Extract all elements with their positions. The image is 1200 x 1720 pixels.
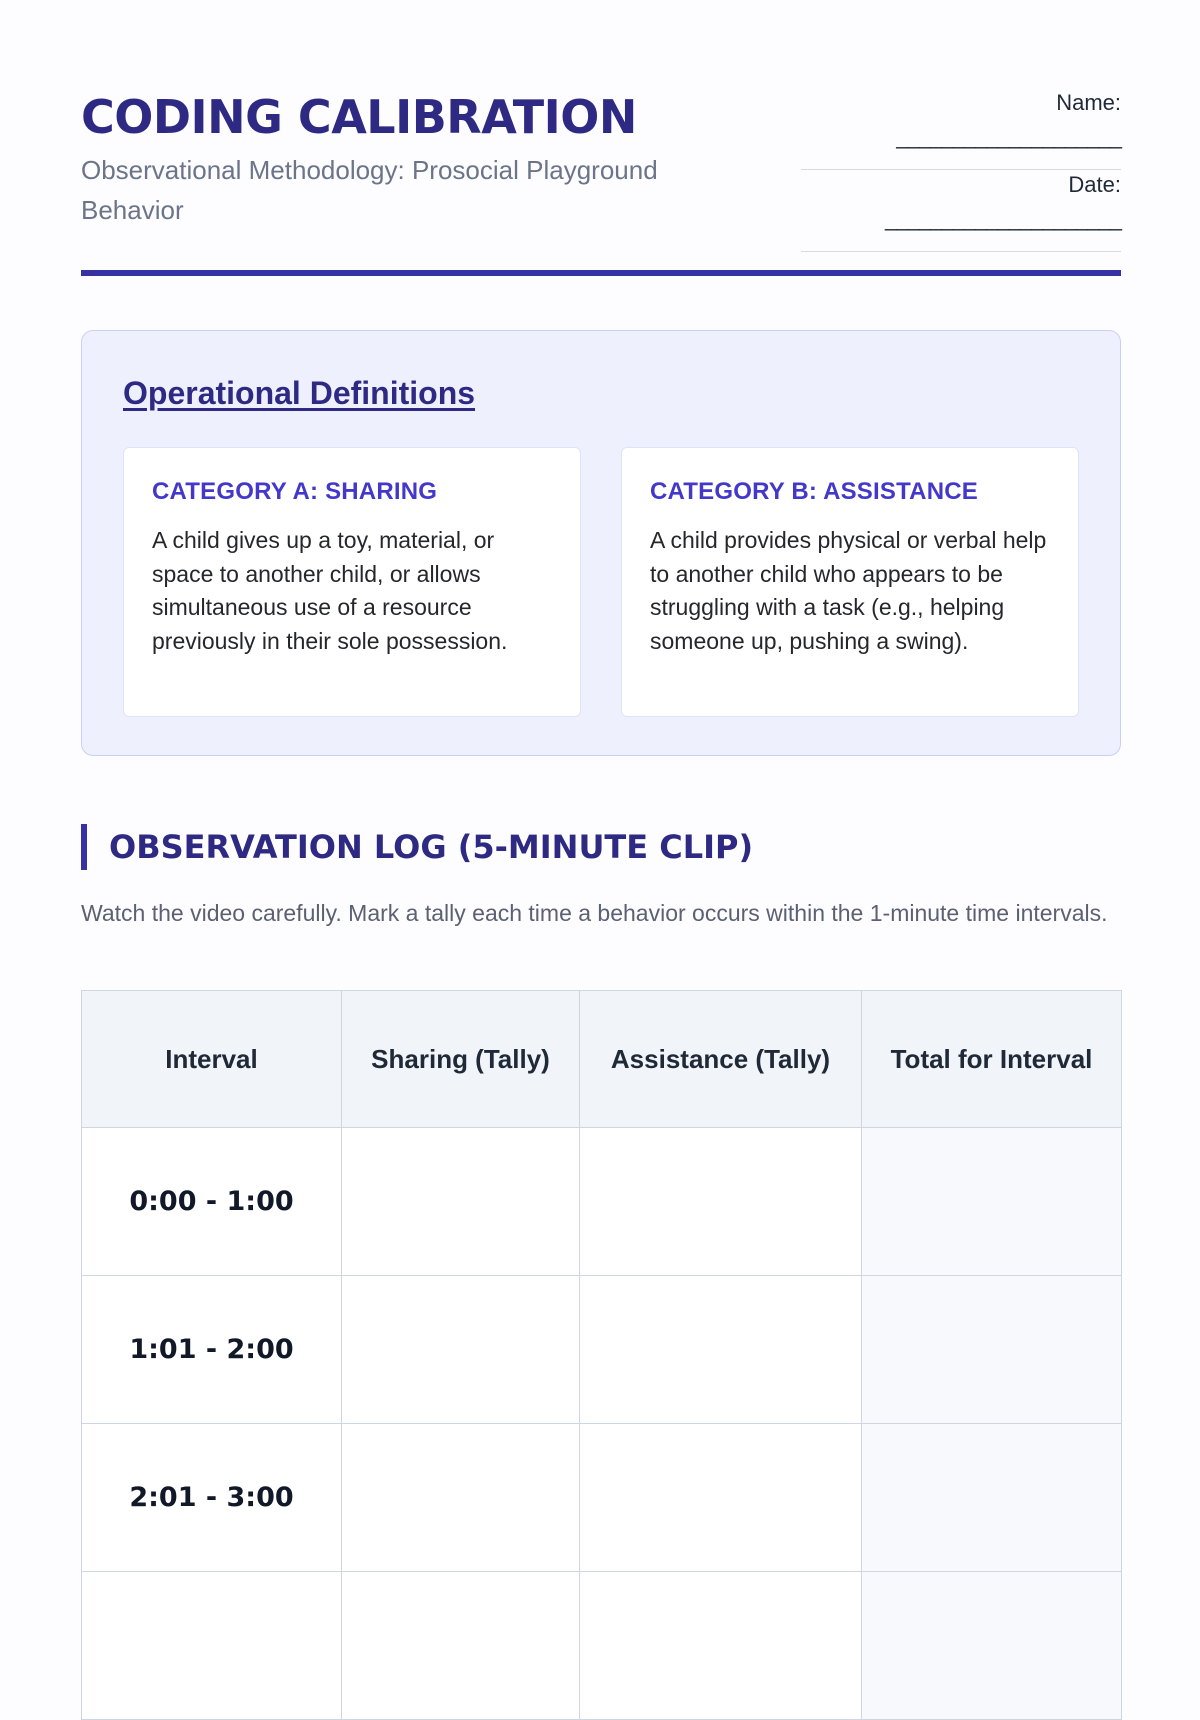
assistance-tally-cell[interactable] — [580, 1424, 862, 1572]
table-row — [82, 1424, 1122, 1572]
page-title: CODING CALIBRATION — [81, 90, 637, 144]
interval-label: 1:01 - 2:00 — [82, 1276, 342, 1424]
interval-label — [82, 1572, 342, 1720]
category-definition: A child gives up a toy, material, or space to another child, or allows simultaneous use of a resource previously in their sole possession. — [152, 527, 508, 654]
name-label: Name: — [1056, 90, 1121, 115]
table-row — [82, 1276, 1122, 1424]
sharing-tally-cell[interactable] — [342, 1572, 580, 1720]
table-header-row — [82, 991, 1122, 1128]
date-blank[interactable]: _____________________ — [885, 206, 1121, 231]
interval-label: 2:01 - 3:00 — [82, 1424, 342, 1572]
sharing-tally-cell[interactable] — [342, 1424, 580, 1572]
page-subtitle: Observational Methodology: Prosocial Playground Behavior — [81, 155, 658, 225]
definitions-title: Operational Definitions — [123, 375, 476, 411]
date-label: Date: — [1068, 172, 1121, 197]
column-header-sharing: Sharing (Tally) — [342, 991, 580, 1128]
assistance-tally-cell[interactable] — [580, 1128, 862, 1276]
header-divider — [81, 270, 1121, 276]
interval-total-cell[interactable] — [862, 1424, 1122, 1572]
operational-definitions-panel — [81, 330, 1121, 756]
sharing-tally-cell[interactable] — [342, 1276, 580, 1424]
category-card-assistance — [621, 447, 1079, 717]
interval-label: 0:00 - 1:00 — [82, 1128, 342, 1276]
table-row — [82, 1572, 1122, 1720]
observation-log-table — [81, 990, 1122, 1720]
assistance-tally-cell[interactable] — [580, 1572, 862, 1720]
interval-total-cell[interactable] — [862, 1572, 1122, 1720]
name-date-fields — [801, 90, 1121, 254]
sharing-tally-cell[interactable] — [342, 1128, 580, 1276]
column-header-total: Total for Interval — [862, 991, 1122, 1128]
observation-log-heading: OBSERVATION LOG (5-MINUTE CLIP) — [81, 824, 753, 870]
name-field[interactable] — [801, 90, 1121, 170]
name-blank[interactable]: ____________________ — [896, 124, 1121, 149]
assistance-tally-cell[interactable] — [580, 1276, 862, 1424]
column-header-interval: Interval — [82, 991, 342, 1128]
log-instructions: Watch the video carefully. Mark a tally each time a behavior occurs within the 1-minute time intervals. — [81, 900, 1108, 926]
worksheet-header — [81, 90, 1121, 276]
date-field[interactable] — [801, 172, 1121, 252]
category-definition: A child provides physical or verbal help to another child who appears to be struggling with a task (e.g., helping someone up, pushing a swing). — [650, 527, 1047, 654]
category-heading: CATEGORY A: SHARING — [152, 478, 438, 505]
interval-total-cell[interactable] — [862, 1128, 1122, 1276]
interval-total-cell[interactable] — [862, 1276, 1122, 1424]
column-header-assistance: Assistance (Tally) — [580, 991, 862, 1128]
table-row — [82, 1128, 1122, 1276]
category-heading: CATEGORY B: ASSISTANCE — [650, 478, 978, 505]
category-card-sharing — [123, 447, 581, 717]
worksheet-page — [81, 0, 1121, 1600]
